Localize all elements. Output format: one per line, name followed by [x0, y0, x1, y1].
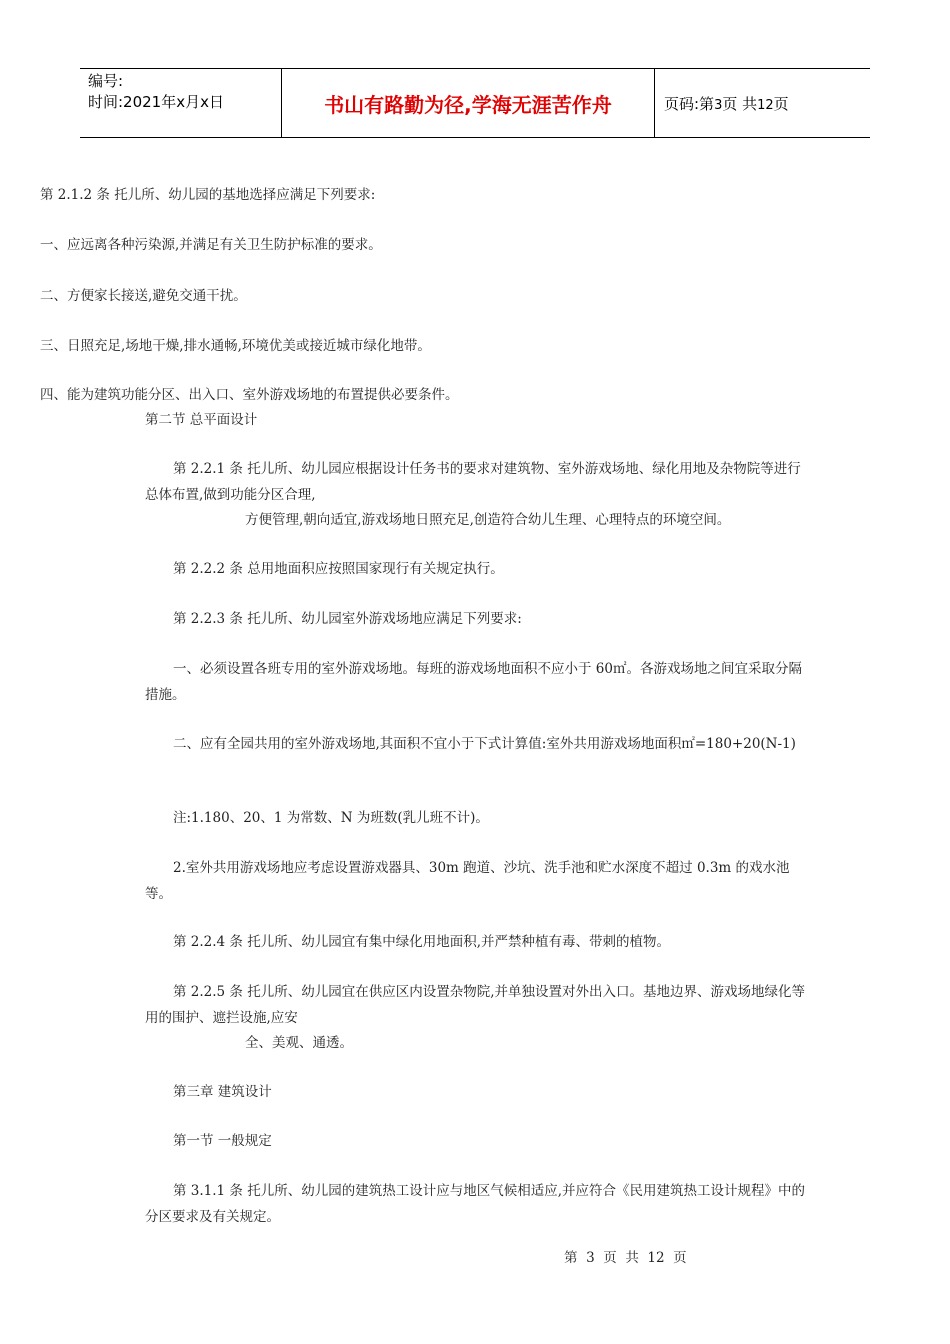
paragraph: 第 2.1.2 条 托儿所、幼儿园的基地选择应满足下列要求: — [40, 187, 376, 203]
document-number-label: 编号: — [88, 72, 124, 90]
paragraph: 四、能为建筑功能分区、出入口、室外游戏场地的布置提供必要条件。 — [40, 387, 459, 403]
paragraph: 全、美观、通透。 — [245, 1035, 353, 1051]
paragraph: 第 2.2.1 条 托儿所、幼儿园应根据设计任务书的要求对建筑物、室外游戏场地、绿化用地及杂物院等进行总体布置,做到功能分区合理, — [145, 461, 801, 503]
document-time-label: 时间:2021年x月x日 — [88, 93, 224, 111]
paragraph: 第 2.2.3 条 托儿所、幼儿园室外游戏场地应满足下列要求: — [173, 611, 522, 627]
paragraph: 三、日照充足,场地干燥,排水通畅,环境优美或接近城市绿化地带。 — [40, 338, 431, 354]
paragraph: 一、必须设置各班专用的室外游戏场地。每班的游戏场地面积不应小于 60㎡。各游戏场地之间宜采取分隔措施。 — [145, 661, 802, 703]
chapter-heading: 第三章 建筑设计 — [173, 1084, 272, 1100]
header-meta — [88, 71, 224, 113]
section-heading: 第二节 总平面设计 — [145, 412, 258, 428]
page-footer: 第 3 页 共 12 页 — [564, 1250, 687, 1266]
paragraph: 第 3.1.1 条 托儿所、幼儿园的建筑热工设计应与地区气候相适应,并应符合《民用建筑热工设计规程》中的分区要求及有关规定。 — [145, 1183, 806, 1225]
section-heading: 第一节 一般规定 — [173, 1133, 272, 1149]
paragraph: 第 2.2.4 条 托儿所、幼儿园宜有集中绿化用地面积,并严禁种植有毒、带刺的植物。 — [173, 934, 671, 950]
note: 注:1.180、20、1 为常数、N 为班数(乳儿班不计)。 — [173, 810, 489, 826]
paragraph: 二、应有全园共用的室外游戏场地,其面积不宜小于下式计算值:室外共用游戏场地面积㎡=180+20(N-1) — [173, 736, 796, 752]
header-motto: 书山有路勤为径,学海无涯苦作舟 — [324, 93, 612, 117]
paragraph: 方便管理,朝向适宜,游戏场地日照充足,创造符合幼儿生理、心理特点的环境空间。 — [245, 512, 731, 528]
header-divider — [654, 69, 655, 137]
note: 2.室外共用游戏场地应考虑设置游戏器具、30m 跑道、沙坑、洗手池和贮水深度不超过 0.3m 的戏水池等。 — [145, 860, 790, 902]
paragraph: 一、应远离各种污染源,并满足有关卫生防护标准的要求。 — [40, 237, 382, 253]
paragraph: 第 2.2.2 条 总用地面积应按照国家现行有关规定执行。 — [173, 561, 504, 577]
paragraph: 二、方便家长接送,避免交通干扰。 — [40, 288, 247, 304]
paragraph: 第 2.2.5 条 托儿所、幼儿园宜在供应区内设置杂物院,并单独设置对外出入口。基地边界、游戏场地绿化等用的围护、遮拦设施,应安 — [145, 984, 806, 1026]
document-header — [80, 68, 870, 138]
header-page-info: 页码:第3页 共12页 — [664, 95, 789, 113]
